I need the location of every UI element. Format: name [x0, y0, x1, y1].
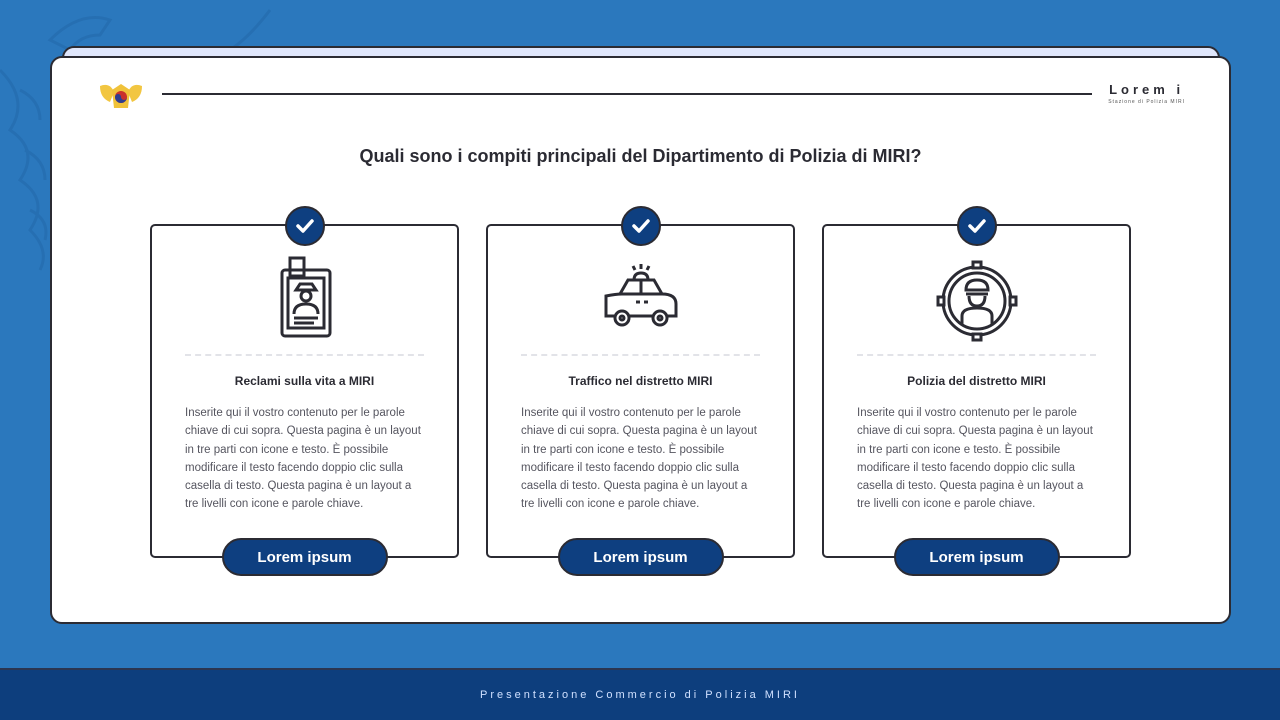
brand-block — [1108, 82, 1185, 105]
dashed-divider — [521, 354, 760, 356]
panel-heading: Polizia del distretto MIRI — [907, 374, 1046, 388]
slide-card — [50, 56, 1231, 624]
dashed-divider — [857, 354, 1096, 356]
check-icon — [621, 206, 661, 246]
footer-bar — [0, 668, 1280, 720]
page-title: Quali sono i compiti principali del Dipartimento di Polizia di MIRI? — [359, 146, 922, 166]
task-panel-2 — [486, 224, 795, 566]
dashed-divider — [185, 354, 424, 356]
task-panel-3 — [822, 224, 1131, 566]
police-id-badge-icon — [260, 256, 350, 346]
panel-body: Inserite qui il vostro contenuto per le parole chiave di cui sopra. Questa pagina è un layout in tre parti con icone e testo. È possibile modificare il testo facendo doppio clic sulla casella di testo. Questa pagina è un layout a tre livelli con icone e parole chiave. — [857, 407, 1093, 511]
suspect-target-icon — [932, 256, 1022, 346]
panel-heading: Reclami sulla vita a MIRI — [234, 374, 375, 388]
panel-body: Inserite qui il vostro contenuto per le parole chiave di cui sopra. Questa pagina è un layout in tre parti con icone e testo. È possibile modificare il testo facendo doppio clic sulla casella di testo. Questa pagina è un layout a tre livelli con icone e parole chiave. — [185, 407, 421, 511]
police-emblem-icon — [98, 80, 144, 112]
brand-subtitle: Stazione di Polizia MIRI — [1108, 99, 1185, 105]
footer-text: Presentazione Commercio di Polizia MIRI — [480, 689, 800, 701]
check-icon — [957, 206, 997, 246]
check-icon — [285, 206, 325, 246]
header-divider — [162, 93, 1092, 95]
task-panel-1 — [150, 224, 459, 566]
police-car-icon — [596, 256, 686, 346]
brand-title: Lorem i — [1109, 82, 1185, 97]
lorem-ipsum-button[interactable]: Lorem ipsum — [558, 538, 724, 576]
panel-heading: Traffico nel distretto MIRI — [568, 374, 713, 388]
panel-body: Inserite qui il vostro contenuto per le parole chiave di cui sopra. Questa pagina è un layout in tre parti con icone e testo. È possibile modificare il testo facendo doppio clic sulla casella di testo. Questa pagina è un layout a tre livelli con icone e parole chiave. — [521, 407, 757, 511]
lorem-ipsum-button[interactable]: Lorem ipsum — [894, 538, 1060, 576]
lorem-ipsum-button[interactable]: Lorem ipsum — [222, 538, 388, 576]
